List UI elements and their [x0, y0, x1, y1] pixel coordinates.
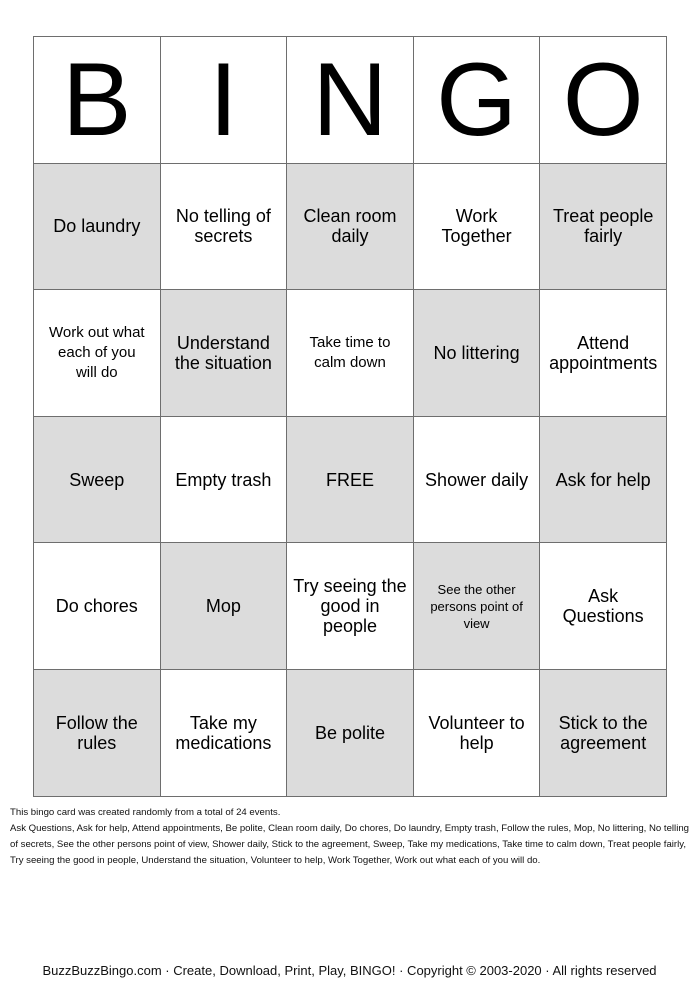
- bingo-cell: Work out what each of you will do: [34, 290, 161, 417]
- header-letter-n: N: [287, 37, 414, 164]
- bingo-cell: Ask for help: [540, 416, 667, 543]
- card-notes: [10, 805, 694, 869]
- bingo-cell: Treat people fairly: [540, 163, 667, 290]
- bingo-cell: Be polite: [287, 669, 414, 796]
- header-row: [34, 37, 667, 164]
- header-letter-b: B: [34, 37, 161, 164]
- bingo-row: [34, 543, 667, 670]
- bingo-row: [34, 416, 667, 543]
- header-letter-i: I: [160, 37, 287, 164]
- bingo-card: [33, 36, 667, 797]
- bingo-cell: Shower daily: [413, 416, 540, 543]
- bingo-cell: Follow the rules: [34, 669, 161, 796]
- bingo-cell: No telling of secrets: [160, 163, 287, 290]
- copyright-footer: BuzzBuzzBingo.com · Create, Download, Print, Play, BINGO! · Copyright © 2003-2020 · All rights reserved: [42, 963, 657, 978]
- bingo-cell: Attend appointments: [540, 290, 667, 417]
- card-summary: This bingo card was created randomly from a total of 24 events.: [10, 807, 281, 818]
- bingo-cell: No littering: [413, 290, 540, 417]
- bingo-cell: Sweep: [34, 416, 161, 543]
- free-space-cell: FREE: [287, 416, 414, 543]
- bingo-cell: Stick to the agreement: [540, 669, 667, 796]
- bingo-cell: Empty trash: [160, 416, 287, 543]
- bingo-cell: Take time to calm down: [287, 290, 414, 417]
- bingo-cell: See the other persons point of view: [413, 543, 540, 670]
- header-letter-g: G: [413, 37, 540, 164]
- bingo-cell: Try seeing the good in people: [287, 543, 414, 670]
- bingo-row: [34, 163, 667, 290]
- bingo-cell: Volunteer to help: [413, 669, 540, 796]
- bingo-row: [34, 290, 667, 417]
- bingo-cell: Take my medications: [160, 669, 287, 796]
- bingo-cell: Do chores: [34, 543, 161, 670]
- header-letter-o: O: [540, 37, 667, 164]
- event-list: Ask Questions, Ask for help, Attend appointments, Be polite, Clean room daily, Do chores, Do laundry, Empty trash, Follow the rules, Mop, No littering, No telling of secrets, See the other persons point of view, Shower daily, Stick to the agreement, Sweep, Take my medications, Take time to calm down, Treat people fairly, Try seeing the good in people, Understand the situation, Volunteer to help, Work Together, Work out what each of you will do.: [10, 823, 689, 866]
- bingo-cell: Do laundry: [34, 163, 161, 290]
- bingo-cell: Ask Questions: [540, 543, 667, 670]
- bingo-cell: Mop: [160, 543, 287, 670]
- bingo-cell: Work Together: [413, 163, 540, 290]
- bingo-row: [34, 669, 667, 796]
- bingo-cell: Clean room daily: [287, 163, 414, 290]
- bingo-cell: Understand the situation: [160, 290, 287, 417]
